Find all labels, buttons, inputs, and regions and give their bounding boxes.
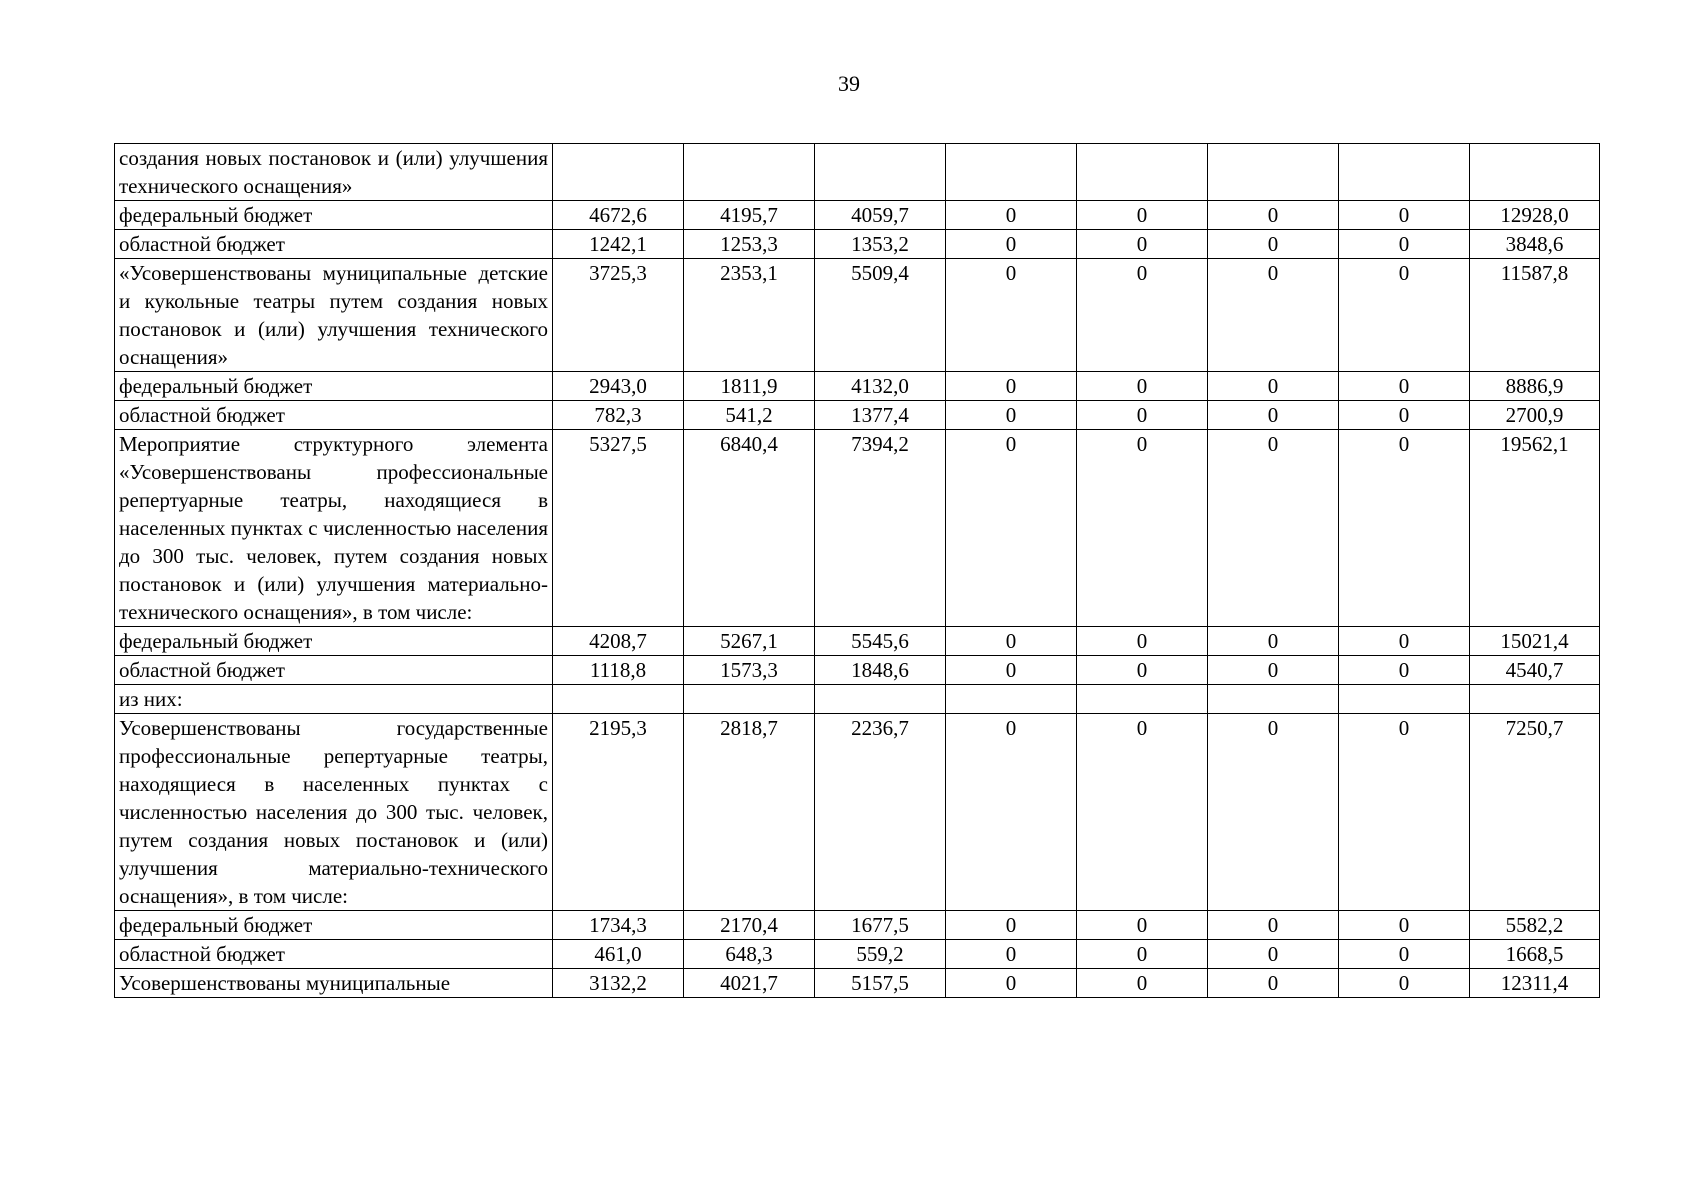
row-label: Усовершенствованы муниципальные [115, 969, 553, 998]
row-value-cell [815, 685, 946, 714]
row-value-cell: 0 [1077, 656, 1208, 685]
row-total-cell: 4540,7 [1470, 656, 1600, 685]
row-value-cell [1208, 685, 1339, 714]
row-value-cell: 2170,4 [684, 911, 815, 940]
row-value-cell: 0 [1339, 969, 1470, 998]
table-row [115, 372, 1600, 401]
row-value-cell: 3725,3 [553, 259, 684, 372]
row-value-cell: 0 [1339, 430, 1470, 627]
page-number: 39 [838, 71, 860, 96]
row-value-cell: 0 [1208, 401, 1339, 430]
row-label: федеральный бюджет [115, 201, 553, 230]
row-value-cell: 0 [1208, 627, 1339, 656]
row-value-cell: 0 [1077, 401, 1208, 430]
row-label: Усовершенствованы государственные профессиональные репертуарные театры, находящиеся в населенных пунктах с численностью населения до 300 тыс. человек, путем создания новых постановок и (или) улучшения материально-технического оснащения», в том числе: [115, 714, 553, 911]
row-value-cell: 0 [946, 969, 1077, 998]
row-value-cell: 4208,7 [553, 627, 684, 656]
row-value-cell: 0 [1208, 259, 1339, 372]
row-total-cell: 15021,4 [1470, 627, 1600, 656]
row-value-cell: 5327,5 [553, 430, 684, 627]
row-total-cell: 7250,7 [1470, 714, 1600, 911]
table-row [115, 969, 1600, 998]
row-value-cell: 0 [1339, 911, 1470, 940]
row-value-cell: 782,3 [553, 401, 684, 430]
row-total-cell: 1668,5 [1470, 940, 1600, 969]
row-total-cell: 11587,8 [1470, 259, 1600, 372]
row-label: областной бюджет [115, 940, 553, 969]
row-value-cell [553, 685, 684, 714]
row-value-cell: 559,2 [815, 940, 946, 969]
row-value-cell: 0 [1208, 201, 1339, 230]
row-value-cell [684, 685, 815, 714]
row-value-cell: 2818,7 [684, 714, 815, 911]
row-value-cell: 4195,7 [684, 201, 815, 230]
row-value-cell: 2943,0 [553, 372, 684, 401]
row-value-cell: 1118,8 [553, 656, 684, 685]
row-value-cell: 0 [1339, 656, 1470, 685]
row-value-cell [1339, 144, 1470, 201]
table-row [115, 656, 1600, 685]
row-total-cell: 2700,9 [1470, 401, 1600, 430]
row-value-cell: 2353,1 [684, 259, 815, 372]
row-value-cell: 0 [1339, 201, 1470, 230]
row-value-cell [1208, 144, 1339, 201]
row-value-cell: 0 [946, 201, 1077, 230]
row-label: «Усовершенствованы муниципальные детские и кукольные театры путем создания новых постановок и (или) улучшения технического оснащения» [115, 259, 553, 372]
row-value-cell: 0 [1077, 372, 1208, 401]
row-total-cell: 12928,0 [1470, 201, 1600, 230]
row-label: создания новых постановок и (или) улучшения технического оснащения» [115, 144, 553, 201]
row-value-cell [684, 144, 815, 201]
row-value-cell: 0 [1339, 259, 1470, 372]
row-value-cell: 2195,3 [553, 714, 684, 911]
row-value-cell: 0 [1208, 430, 1339, 627]
row-value-cell: 0 [1208, 911, 1339, 940]
table-body [115, 144, 1600, 998]
row-value-cell: 0 [1208, 969, 1339, 998]
row-value-cell [1339, 685, 1470, 714]
row-value-cell: 0 [1077, 969, 1208, 998]
row-value-cell: 1353,2 [815, 230, 946, 259]
row-value-cell: 0 [946, 430, 1077, 627]
table-row [115, 259, 1600, 372]
row-value-cell: 0 [1077, 201, 1208, 230]
row-total-cell: 19562,1 [1470, 430, 1600, 627]
row-value-cell: 0 [1339, 372, 1470, 401]
row-value-cell: 1573,3 [684, 656, 815, 685]
row-value-cell: 0 [1208, 714, 1339, 911]
row-total-cell: 3848,6 [1470, 230, 1600, 259]
row-value-cell: 4059,7 [815, 201, 946, 230]
row-value-cell: 0 [946, 911, 1077, 940]
row-value-cell: 0 [1077, 714, 1208, 911]
table-row [115, 430, 1600, 627]
row-total-cell: 8886,9 [1470, 372, 1600, 401]
row-label: федеральный бюджет [115, 372, 553, 401]
row-value-cell: 2236,7 [815, 714, 946, 911]
row-value-cell: 0 [946, 627, 1077, 656]
row-value-cell: 6840,4 [684, 430, 815, 627]
row-value-cell: 0 [1339, 230, 1470, 259]
row-value-cell: 5509,4 [815, 259, 946, 372]
table-row [115, 627, 1600, 656]
row-value-cell: 0 [1208, 230, 1339, 259]
row-value-cell: 3132,2 [553, 969, 684, 998]
row-value-cell: 0 [946, 259, 1077, 372]
row-value-cell: 0 [1339, 401, 1470, 430]
row-value-cell: 0 [1339, 627, 1470, 656]
row-value-cell: 0 [1077, 230, 1208, 259]
table-row [115, 714, 1600, 911]
row-value-cell: 5267,1 [684, 627, 815, 656]
row-label: федеральный бюджет [115, 911, 553, 940]
row-value-cell: 0 [1077, 940, 1208, 969]
row-value-cell: 7394,2 [815, 430, 946, 627]
row-total-cell [1470, 685, 1600, 714]
row-value-cell: 0 [1077, 430, 1208, 627]
row-value-cell: 1848,6 [815, 656, 946, 685]
row-value-cell: 4132,0 [815, 372, 946, 401]
row-value-cell: 1811,9 [684, 372, 815, 401]
row-value-cell: 0 [946, 940, 1077, 969]
row-total-cell: 5582,2 [1470, 911, 1600, 940]
row-value-cell: 1253,3 [684, 230, 815, 259]
row-value-cell: 1734,3 [553, 911, 684, 940]
row-value-cell: 0 [946, 372, 1077, 401]
row-value-cell: 4021,7 [684, 969, 815, 998]
table-row [115, 201, 1600, 230]
row-value-cell: 0 [946, 714, 1077, 911]
row-value-cell: 1377,4 [815, 401, 946, 430]
row-label: федеральный бюджет [115, 627, 553, 656]
table-row [115, 230, 1600, 259]
row-value-cell [815, 144, 946, 201]
row-value-cell: 1677,5 [815, 911, 946, 940]
row-label: областной бюджет [115, 656, 553, 685]
row-value-cell: 0 [1077, 911, 1208, 940]
row-label: из них: [115, 685, 553, 714]
row-value-cell: 648,3 [684, 940, 815, 969]
row-value-cell: 0 [1208, 940, 1339, 969]
table-row [115, 940, 1600, 969]
row-value-cell: 0 [1077, 627, 1208, 656]
row-value-cell: 5545,6 [815, 627, 946, 656]
row-label: Мероприятие структурного элемента «Усовершенствованы профессиональные репертуарные театры, находящиеся в населенных пунктах с численностью населения до 300 тыс. человек, путем создания новых постановок и (или) улучшения материально-технического оснащения», в том числе: [115, 430, 553, 627]
table-row [115, 685, 1600, 714]
table-row [115, 401, 1600, 430]
row-value-cell: 0 [1339, 714, 1470, 911]
row-total-cell [1470, 144, 1600, 201]
row-value-cell: 0 [1208, 372, 1339, 401]
row-value-cell: 0 [946, 230, 1077, 259]
row-value-cell: 1242,1 [553, 230, 684, 259]
row-total-cell: 12311,4 [1470, 969, 1600, 998]
row-value-cell [946, 144, 1077, 201]
row-value-cell [1077, 144, 1208, 201]
row-value-cell: 0 [946, 401, 1077, 430]
table-row [115, 911, 1600, 940]
row-value-cell [1077, 685, 1208, 714]
row-value-cell: 0 [1339, 940, 1470, 969]
row-label: областной бюджет [115, 230, 553, 259]
row-value-cell: 4672,6 [553, 201, 684, 230]
table-row [115, 144, 1600, 201]
row-value-cell: 461,0 [553, 940, 684, 969]
row-value-cell: 5157,5 [815, 969, 946, 998]
row-value-cell: 541,2 [684, 401, 815, 430]
row-value-cell: 0 [946, 656, 1077, 685]
row-value-cell: 0 [1208, 656, 1339, 685]
row-value-cell [946, 685, 1077, 714]
row-label: областной бюджет [115, 401, 553, 430]
row-value-cell: 0 [1077, 259, 1208, 372]
row-value-cell [553, 144, 684, 201]
budget-table [114, 143, 1600, 998]
